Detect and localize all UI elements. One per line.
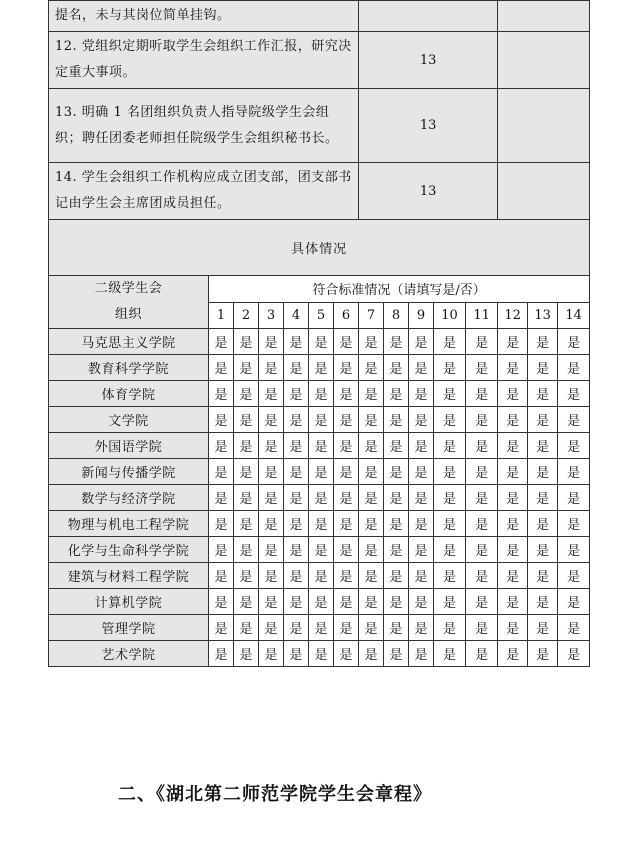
answer-cell: 是 (234, 485, 259, 511)
answer-cell: 是 (284, 511, 309, 537)
answer-cell: 是 (528, 537, 558, 563)
answer-cell: 是 (259, 615, 284, 641)
answer-cell: 是 (359, 485, 384, 511)
answer-cell: 是 (334, 537, 359, 563)
answer-cell: 是 (558, 485, 590, 511)
answer-cell: 是 (284, 563, 309, 589)
answer-cell: 是 (384, 485, 409, 511)
answer-cell: 是 (384, 641, 409, 667)
answer-cell: 是 (334, 641, 359, 667)
criteria-row (49, 32, 590, 89)
answer-cell: 是 (434, 589, 466, 615)
answer-cell: 是 (359, 537, 384, 563)
answer-cell: 是 (434, 381, 466, 407)
answer-cell: 是 (309, 355, 334, 381)
answer-cell: 是 (309, 459, 334, 485)
answer-cell: 是 (209, 641, 234, 667)
answer-cell: 是 (334, 329, 359, 355)
answer-cell: 是 (466, 615, 498, 641)
answer-cell: 是 (558, 615, 590, 641)
answer-cell: 是 (528, 329, 558, 355)
answer-cell: 是 (498, 433, 528, 459)
college-name: 建筑与材料工程学院 (49, 563, 209, 589)
answer-cell: 是 (434, 407, 466, 433)
criteria-text: 13. 明确 1 名团组织负责人指导院级学生会组织；聘任团委老师担任院级学生会组织秘书长。 (49, 89, 359, 163)
answer-cell: 是 (528, 381, 558, 407)
answer-cell: 是 (209, 329, 234, 355)
answer-cell: 是 (434, 485, 466, 511)
answer-cell: 是 (309, 407, 334, 433)
criteria-number: 4 (284, 302, 309, 329)
answer-cell: 是 (528, 407, 558, 433)
answer-cell: 是 (209, 407, 234, 433)
answer-cell: 是 (409, 433, 434, 459)
answer-cell: 是 (409, 563, 434, 589)
answer-cell: 是 (209, 615, 234, 641)
criteria-number: 6 (334, 302, 359, 329)
table-row (49, 433, 590, 459)
answer-cell: 是 (384, 589, 409, 615)
criteria-number: 11 (466, 302, 498, 329)
college-name: 数学与经济学院 (49, 485, 209, 511)
answer-cell: 是 (259, 355, 284, 381)
answer-cell: 是 (309, 615, 334, 641)
answer-cell: 是 (334, 407, 359, 433)
answer-cell: 是 (466, 641, 498, 667)
answer-cell: 是 (384, 329, 409, 355)
answer-cell: 是 (309, 537, 334, 563)
answer-cell: 是 (284, 537, 309, 563)
answer-cell: 是 (409, 329, 434, 355)
answer-cell: 是 (309, 381, 334, 407)
answer-cell: 是 (466, 355, 498, 381)
answer-cell: 是 (284, 329, 309, 355)
answer-cell: 是 (528, 433, 558, 459)
answer-cell: 是 (209, 355, 234, 381)
answer-cell: 是 (409, 407, 434, 433)
answer-cell: 是 (334, 589, 359, 615)
answer-cell: 是 (528, 459, 558, 485)
answer-cell: 是 (558, 407, 590, 433)
answer-cell: 是 (528, 355, 558, 381)
answer-cell: 是 (498, 355, 528, 381)
answer-cell: 是 (309, 433, 334, 459)
answer-cell: 是 (259, 589, 284, 615)
answer-cell: 是 (209, 433, 234, 459)
answer-cell: 是 (259, 641, 284, 667)
criteria-text: 12. 党组织定期听取学生会组织工作汇报，研究决定重大事项。 (49, 32, 359, 89)
college-name: 外国语学院 (49, 433, 209, 459)
answer-cell: 是 (558, 641, 590, 667)
answer-cell: 是 (309, 485, 334, 511)
answer-cell: 是 (234, 329, 259, 355)
answer-cell: 是 (234, 355, 259, 381)
answer-cell: 是 (309, 589, 334, 615)
criteria-number: 13 (528, 302, 558, 329)
criteria-row (49, 89, 590, 163)
org-header-line2: 组织 (114, 307, 142, 322)
answer-cell: 是 (466, 563, 498, 589)
college-name: 艺术学院 (49, 641, 209, 667)
table-row (49, 381, 590, 407)
answer-cell: 是 (466, 589, 498, 615)
table-row (49, 511, 590, 537)
answer-cell: 是 (359, 641, 384, 667)
answer-cell: 是 (334, 355, 359, 381)
criteria-row (49, 163, 590, 220)
answer-cell: 是 (409, 537, 434, 563)
answer-cell: 是 (334, 615, 359, 641)
criteria-number: 7 (359, 302, 384, 329)
answer-cell: 是 (309, 511, 334, 537)
answer-cell: 是 (558, 459, 590, 485)
answer-cell: 是 (434, 563, 466, 589)
answer-cell: 是 (528, 563, 558, 589)
answer-cell: 是 (466, 329, 498, 355)
criteria-table (48, 0, 590, 667)
table-row (49, 641, 590, 667)
answer-cell: 是 (466, 485, 498, 511)
criteria-text: 14. 学生会组织工作机构应成立团支部，团支部书记由学生会主席团成员担任。 (49, 163, 359, 220)
college-name: 计算机学院 (49, 589, 209, 615)
answer-cell: 是 (284, 355, 309, 381)
college-name: 体育学院 (49, 381, 209, 407)
answer-cell: 是 (234, 459, 259, 485)
answer-cell: 是 (528, 615, 558, 641)
answer-cell: 是 (359, 615, 384, 641)
answer-cell: 是 (498, 589, 528, 615)
answer-cell: 是 (498, 641, 528, 667)
table-row (49, 615, 590, 641)
answer-cell: 是 (434, 641, 466, 667)
answer-cell: 是 (234, 615, 259, 641)
answer-cell: 是 (284, 589, 309, 615)
criteria-number: 12 (498, 302, 528, 329)
answer-cell: 是 (409, 381, 434, 407)
answer-cell: 是 (284, 381, 309, 407)
table-row (49, 537, 590, 563)
college-name: 马克思主义学院 (49, 329, 209, 355)
answer-cell: 是 (528, 641, 558, 667)
answer-cell: 是 (234, 381, 259, 407)
answer-cell: 是 (209, 381, 234, 407)
answer-cell: 是 (284, 407, 309, 433)
answer-cell: 是 (466, 537, 498, 563)
answer-cell: 是 (234, 641, 259, 667)
answer-cell: 是 (434, 537, 466, 563)
answer-cell: 是 (284, 615, 309, 641)
answer-cell: 是 (234, 511, 259, 537)
answer-cell: 是 (384, 459, 409, 485)
answer-cell: 是 (234, 537, 259, 563)
criteria-row (49, 1, 590, 32)
answer-cell: 是 (359, 589, 384, 615)
answer-cell: 是 (284, 459, 309, 485)
answer-cell: 是 (209, 589, 234, 615)
answer-cell: 是 (498, 407, 528, 433)
answer-cell: 是 (384, 355, 409, 381)
table-row (49, 355, 590, 381)
criteria-score: 13 (359, 163, 498, 220)
answer-cell: 是 (359, 329, 384, 355)
answer-cell: 是 (384, 407, 409, 433)
answer-cell: 是 (466, 407, 498, 433)
criteria-score: 13 (359, 89, 498, 163)
answer-cell: 是 (209, 563, 234, 589)
answer-cell: 是 (309, 563, 334, 589)
answer-cell: 是 (334, 433, 359, 459)
answer-cell: 是 (384, 563, 409, 589)
answer-cell: 是 (409, 355, 434, 381)
answer-cell: 是 (334, 381, 359, 407)
answer-cell: 是 (359, 563, 384, 589)
answer-cell: 是 (334, 485, 359, 511)
answer-cell: 是 (209, 511, 234, 537)
college-rows (49, 329, 590, 667)
answer-cell: 是 (558, 589, 590, 615)
criteria-text: 提名，未与其岗位简单挂钩。 (49, 1, 359, 32)
criteria-blank-cell (498, 1, 590, 32)
criteria-score: 13 (359, 32, 498, 89)
answer-cell: 是 (234, 433, 259, 459)
answer-cell: 是 (434, 511, 466, 537)
answer-cell: 是 (259, 563, 284, 589)
answer-cell: 是 (498, 615, 528, 641)
answer-cell: 是 (359, 459, 384, 485)
answer-cell: 是 (284, 641, 309, 667)
answer-cell: 是 (334, 511, 359, 537)
answer-cell: 是 (466, 459, 498, 485)
college-name: 物理与机电工程学院 (49, 511, 209, 537)
criteria-number: 14 (558, 302, 590, 329)
answer-cell: 是 (409, 589, 434, 615)
criteria-blank-cell (498, 163, 590, 220)
answer-cell: 是 (259, 329, 284, 355)
table-row (49, 485, 590, 511)
chapter-heading: 二、《湖北第二师范学院学生会章程》 (118, 784, 432, 805)
answer-cell: 是 (409, 615, 434, 641)
college-name: 教育科学学院 (49, 355, 209, 381)
answer-cell: 是 (384, 433, 409, 459)
answer-cell: 是 (334, 563, 359, 589)
criteria-number: 8 (384, 302, 409, 329)
table-row (49, 589, 590, 615)
answer-cell: 是 (359, 407, 384, 433)
college-name: 管理学院 (49, 615, 209, 641)
criteria-header: 符合标准情况（请填写是/否） (209, 276, 590, 303)
answer-cell: 是 (234, 407, 259, 433)
criteria-number: 2 (234, 302, 259, 329)
answer-cell: 是 (498, 511, 528, 537)
answer-cell: 是 (528, 589, 558, 615)
answer-cell: 是 (558, 511, 590, 537)
answer-cell: 是 (209, 459, 234, 485)
answer-cell: 是 (498, 381, 528, 407)
criteria-number: 3 (259, 302, 284, 329)
answer-cell: 是 (259, 381, 284, 407)
answer-cell: 是 (259, 459, 284, 485)
answer-cell: 是 (259, 537, 284, 563)
answer-cell: 是 (466, 381, 498, 407)
answer-cell: 是 (409, 459, 434, 485)
table-row (49, 459, 590, 485)
answer-cell: 是 (284, 433, 309, 459)
criteria-number: 10 (434, 302, 466, 329)
answer-cell: 是 (434, 329, 466, 355)
answer-cell: 是 (434, 355, 466, 381)
college-name: 新闻与传播学院 (49, 459, 209, 485)
org-header (49, 276, 209, 329)
answer-cell: 是 (309, 329, 334, 355)
section-title: 具体情况 (49, 220, 590, 276)
answer-cell: 是 (209, 537, 234, 563)
answer-cell: 是 (466, 433, 498, 459)
answer-cell: 是 (234, 589, 259, 615)
answer-cell: 是 (259, 485, 284, 511)
college-name: 化学与生命科学学院 (49, 537, 209, 563)
criteria-number: 9 (409, 302, 434, 329)
answer-cell: 是 (359, 511, 384, 537)
answer-cell: 是 (466, 511, 498, 537)
answer-cell: 是 (259, 511, 284, 537)
criteria-blank-cell (498, 32, 590, 89)
table-row (49, 329, 590, 355)
table-row (49, 563, 590, 589)
answer-cell: 是 (384, 511, 409, 537)
criteria-score (359, 1, 498, 32)
answer-cell: 是 (434, 459, 466, 485)
answer-cell: 是 (359, 381, 384, 407)
answer-cell: 是 (558, 537, 590, 563)
criteria-number: 5 (309, 302, 334, 329)
answer-cell: 是 (359, 433, 384, 459)
answer-cell: 是 (409, 485, 434, 511)
answer-cell: 是 (259, 407, 284, 433)
answer-cell: 是 (498, 459, 528, 485)
answer-cell: 是 (209, 485, 234, 511)
answer-cell: 是 (259, 433, 284, 459)
answer-cell: 是 (558, 355, 590, 381)
answer-cell: 是 (528, 485, 558, 511)
college-name: 文学院 (49, 407, 209, 433)
answer-cell: 是 (558, 433, 590, 459)
answer-cell: 是 (498, 563, 528, 589)
answer-cell: 是 (234, 563, 259, 589)
answer-cell: 是 (498, 537, 528, 563)
answer-cell: 是 (384, 615, 409, 641)
criteria-blank-cell (498, 89, 590, 163)
answer-cell: 是 (528, 511, 558, 537)
answer-cell: 是 (434, 433, 466, 459)
answer-cell: 是 (498, 485, 528, 511)
answer-cell: 是 (558, 329, 590, 355)
answer-cell: 是 (384, 381, 409, 407)
answer-cell: 是 (558, 563, 590, 589)
answer-cell: 是 (409, 511, 434, 537)
answer-cell: 是 (309, 641, 334, 667)
org-header-line1: 二级学生会 (94, 281, 163, 296)
table-row (49, 407, 590, 433)
answer-cell: 是 (498, 329, 528, 355)
criteria-number: 1 (209, 302, 234, 329)
answer-cell: 是 (334, 459, 359, 485)
answer-cell: 是 (409, 641, 434, 667)
answer-cell: 是 (384, 537, 409, 563)
answer-cell: 是 (284, 485, 309, 511)
answer-cell: 是 (434, 615, 466, 641)
answer-cell: 是 (558, 381, 590, 407)
answer-cell: 是 (359, 355, 384, 381)
